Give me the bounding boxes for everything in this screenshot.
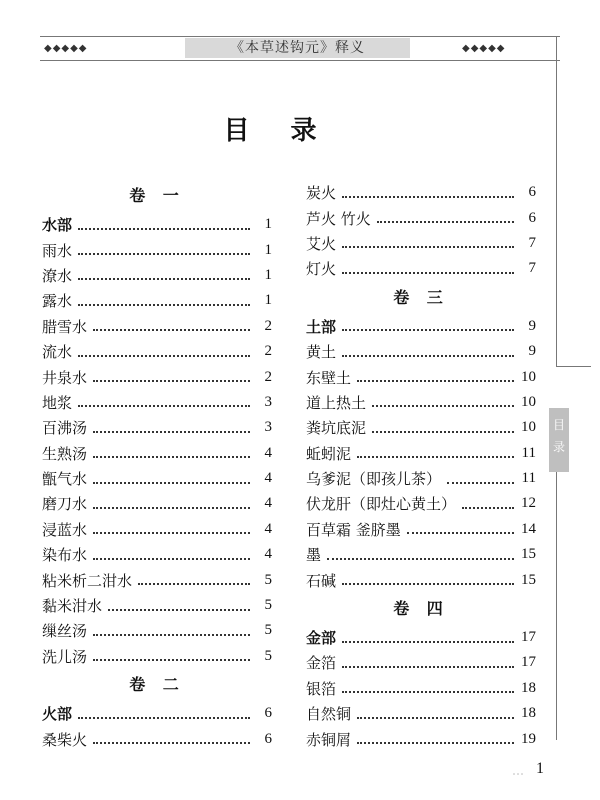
toc-entry-page: 2 <box>264 368 272 385</box>
toc-entry-name: 露水 <box>42 292 73 311</box>
toc-entry-name: 缫丝汤 <box>42 622 88 641</box>
toc-entry-page: 4 <box>264 444 272 461</box>
toc-entry-name: 浸蓝水 <box>42 520 88 539</box>
dot-leader <box>342 246 514 248</box>
toc-entry[interactable] <box>42 726 272 751</box>
dot-leader <box>93 558 250 560</box>
toc-entry[interactable] <box>42 644 272 669</box>
section-tab <box>549 408 569 472</box>
dot-leader <box>342 641 514 643</box>
toc-entry[interactable] <box>42 567 272 592</box>
dot-leader <box>93 380 250 382</box>
header-bottom-rule <box>40 60 560 61</box>
toc-entry-name: 艾火 <box>306 234 337 253</box>
volume-heading: 卷 三 <box>393 287 449 307</box>
toc-entry[interactable] <box>306 415 536 440</box>
dot-leader <box>357 742 514 744</box>
dot-leader <box>357 380 514 382</box>
toc-entry-name: 金箔 <box>306 654 337 673</box>
toc-entry-name: 粘米析二泔水 <box>42 571 133 590</box>
toc-entry-page: 10 <box>521 368 536 385</box>
toc-entry-page: 2 <box>264 343 272 360</box>
toc-entry-page: 12 <box>521 495 536 512</box>
dot-leader <box>78 717 250 719</box>
toc-entry-page: 14 <box>521 520 536 537</box>
running-header: 《本草述钩元》释义 <box>185 38 410 58</box>
toc-entry-name: 火部 <box>42 705 73 724</box>
dot-leader <box>342 355 514 357</box>
dot-leader <box>342 666 514 668</box>
toc-entry[interactable] <box>306 676 536 701</box>
toc-entry-name: 桑柴火 <box>42 730 88 749</box>
toc-entry-page: 10 <box>521 393 536 410</box>
dot-leader <box>357 456 514 458</box>
dot-leader <box>93 482 250 484</box>
dot-leader <box>372 405 514 407</box>
toc-entry[interactable] <box>42 339 272 364</box>
toc-entry[interactable] <box>306 390 536 415</box>
toc-entry[interactable] <box>42 618 272 643</box>
toc-entry-page: 10 <box>521 419 536 436</box>
section-tab-label-2: 录 <box>552 440 565 454</box>
toc-list <box>306 180 536 282</box>
toc-list <box>42 212 272 669</box>
toc-list <box>306 625 536 752</box>
dot-leader <box>78 228 250 230</box>
dot-leader <box>407 532 514 534</box>
header-dots-left: ◆◆◆◆◆ <box>44 43 88 54</box>
toc-entry[interactable] <box>42 466 272 491</box>
toc-entry[interactable] <box>306 726 536 751</box>
toc-entry-name: 染布水 <box>42 546 88 565</box>
toc-entry[interactable] <box>42 288 272 313</box>
dot-leader <box>108 609 250 611</box>
dot-leader <box>78 278 250 280</box>
toc-entry-page: 5 <box>264 571 272 588</box>
toc-entry[interactable] <box>42 593 272 618</box>
toc-entry-name: 自然铜 <box>306 705 352 724</box>
section-tab-label-1: 目 <box>552 418 565 432</box>
toc-entry[interactable] <box>42 701 272 726</box>
toc-entry-name: 甑气水 <box>42 470 88 489</box>
margin-rule <box>556 36 557 366</box>
toc-entry-name: 道上热土 <box>306 393 367 412</box>
dot-leader <box>372 431 514 433</box>
toc-entry-page: 1 <box>264 266 272 283</box>
toc-entry[interactable] <box>306 256 536 281</box>
toc-entry-page: 18 <box>521 705 536 722</box>
toc-entry[interactable] <box>306 466 536 491</box>
toc-entry-name: 乌爹泥（即孩儿茶） <box>306 470 442 489</box>
toc-entry-page: 11 <box>521 470 536 487</box>
toc-entry-page: 6 <box>264 730 272 747</box>
dot-leader <box>342 272 514 274</box>
margin-rule-hook <box>556 366 591 367</box>
dot-leader <box>138 583 250 585</box>
toc-entry-name: 蚯蚓泥 <box>306 444 352 463</box>
dot-leader <box>93 456 250 458</box>
toc-entry[interactable] <box>306 567 536 592</box>
toc-entry-name: 流水 <box>42 343 73 362</box>
volume-heading: 卷 四 <box>393 598 449 618</box>
header-dots-right: ◆◆◆◆◆ <box>462 43 506 54</box>
dot-leader <box>93 431 250 433</box>
toc-entry[interactable] <box>42 415 272 440</box>
toc-entry-page: 1 <box>264 216 272 233</box>
toc-entry-name: 洗儿汤 <box>42 647 88 666</box>
volume-heading: 卷 一 <box>129 186 185 205</box>
toc-entry-name: 潦水 <box>42 266 73 285</box>
toc-entry[interactable] <box>42 314 272 339</box>
toc-entry-page: 7 <box>528 260 536 277</box>
toc-entry[interactable] <box>306 625 536 650</box>
toc-entry-name: 磨刀水 <box>42 495 88 514</box>
page-number: 1 <box>536 760 544 777</box>
toc-entry-name: 百草霜 釜脐墨 <box>306 520 401 539</box>
toc-entry-page: 15 <box>521 571 536 588</box>
toc-list <box>42 701 272 752</box>
dot-leader <box>93 507 250 509</box>
toc-entry[interactable] <box>306 339 536 364</box>
toc-entry[interactable] <box>42 517 272 542</box>
toc-entry-name: 井泉水 <box>42 368 88 387</box>
toc-entry-name: 石碱 <box>306 571 337 590</box>
toc-entry-page: 5 <box>264 622 272 639</box>
dot-leader <box>342 691 514 693</box>
dot-leader <box>93 532 250 534</box>
volume-heading: 卷 二 <box>129 675 185 695</box>
toc-entry[interactable] <box>306 314 536 339</box>
dot-leader <box>377 221 514 223</box>
toc-entry[interactable] <box>306 364 536 389</box>
toc-entry[interactable] <box>306 491 536 516</box>
dot-leader <box>78 253 250 255</box>
dot-leader <box>357 717 514 719</box>
dot-leader <box>462 507 514 509</box>
toc-entry-name: 黏米泔水 <box>42 597 103 616</box>
toc-left-column <box>42 180 272 752</box>
toc-entry-name: 金部 <box>306 629 337 648</box>
dot-leader <box>447 482 514 484</box>
toc-entry[interactable] <box>306 180 536 205</box>
toc-entry[interactable] <box>306 205 536 230</box>
toc-entry[interactable] <box>42 441 272 466</box>
toc-entry-page: 4 <box>264 470 272 487</box>
toc-entry-name: 生熟汤 <box>42 444 88 463</box>
toc-entry-name: 粪坑底泥 <box>306 419 367 438</box>
toc-entry-page: 9 <box>528 343 536 360</box>
dot-leader <box>78 405 250 407</box>
toc-entry[interactable] <box>306 441 536 466</box>
dot-leader <box>342 329 514 331</box>
toc-entry-page: 3 <box>264 419 272 436</box>
dot-leader <box>327 558 514 560</box>
toc-entry-page: 9 <box>528 317 536 334</box>
toc-entry-page: 11 <box>521 444 536 461</box>
dot-leader <box>342 196 514 198</box>
toc-list <box>306 314 536 593</box>
toc-entry-name: 伏龙肝（即灶心黄土） <box>306 495 457 514</box>
toc-entry-name: 雨水 <box>42 241 73 260</box>
page-title: 目 录 <box>223 116 333 146</box>
toc-entry-name: 土部 <box>306 317 337 336</box>
toc-entry-page: 15 <box>521 546 536 563</box>
toc-entry[interactable] <box>42 542 272 567</box>
toc-entry[interactable] <box>306 231 536 256</box>
toc-entry-page: 4 <box>264 546 272 563</box>
toc-entry-name: 墨 <box>306 546 322 565</box>
toc-entry-page: 5 <box>264 647 272 664</box>
toc-entry-name: 芦火 竹火 <box>306 209 371 228</box>
toc-entry-page: 17 <box>521 654 536 671</box>
toc-entry-page: 6 <box>528 209 536 226</box>
toc-right-column <box>306 180 536 752</box>
toc-entry-name: 水部 <box>42 216 73 235</box>
toc-entry-name: 赤铜屑 <box>306 730 352 749</box>
toc-entry-page: 2 <box>264 317 272 334</box>
toc-entry-name: 黄土 <box>306 343 337 362</box>
toc-entry[interactable] <box>306 517 536 542</box>
dot-leader <box>93 329 250 331</box>
toc-entry-page: 4 <box>264 520 272 537</box>
margin-rule-lower <box>556 440 557 740</box>
toc-entry-page: 6 <box>528 184 536 201</box>
toc-entry-name: 炭火 <box>306 184 337 203</box>
page-number-ornament: ˙˙˙ <box>512 773 524 782</box>
dot-leader <box>93 742 250 744</box>
dot-leader <box>78 355 250 357</box>
toc-entry-name: 东壁土 <box>306 368 352 387</box>
toc-entry[interactable] <box>42 237 272 262</box>
toc-entry[interactable] <box>42 491 272 516</box>
dot-leader <box>93 659 250 661</box>
toc-entry[interactable] <box>42 212 272 237</box>
toc-entry-page: 17 <box>521 629 536 646</box>
dot-leader <box>342 583 514 585</box>
toc-entry[interactable] <box>306 650 536 675</box>
toc-entry-page: 7 <box>528 234 536 251</box>
toc-entry[interactable] <box>42 263 272 288</box>
dot-leader <box>78 304 250 306</box>
toc-entry[interactable] <box>306 542 536 567</box>
header-top-rule <box>40 36 560 37</box>
toc-entry-page: 6 <box>264 705 272 722</box>
toc-entry-page: 1 <box>264 241 272 258</box>
toc-entry-page: 1 <box>264 292 272 309</box>
toc-entry-name: 百沸汤 <box>42 419 88 438</box>
toc-entry[interactable] <box>42 390 272 415</box>
toc-entry-name: 腊雪水 <box>42 317 88 336</box>
toc-entry-name: 银箔 <box>306 679 337 698</box>
toc-entry-page: 5 <box>264 597 272 614</box>
toc-entry-page: 4 <box>264 495 272 512</box>
toc-entry-page: 3 <box>264 393 272 410</box>
dot-leader <box>93 634 250 636</box>
toc-entry-name: 灯火 <box>306 260 337 279</box>
toc-entry-page: 18 <box>521 679 536 696</box>
toc-entry[interactable] <box>306 701 536 726</box>
toc-entry[interactable] <box>42 364 272 389</box>
toc-entry-page: 19 <box>521 730 536 747</box>
toc-entry-name: 地浆 <box>42 393 73 412</box>
